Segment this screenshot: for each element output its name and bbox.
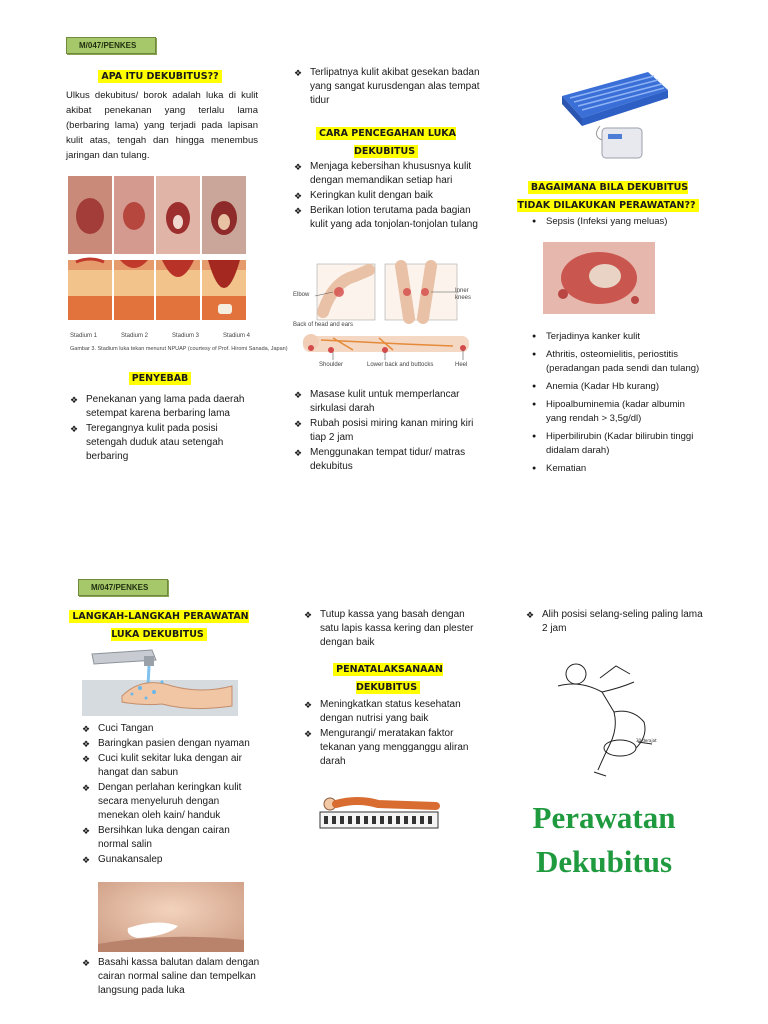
heading-apa-itu: APA ITU DEKUBITUS?? [60, 66, 260, 84]
stage-caption: Gambar 3. Stadium luka tekan menurut NPUAP (courtesy of Prof. Hiromi Sanada, Japan) [70, 346, 288, 352]
complication-first-list [532, 215, 702, 233]
ointment-image [98, 882, 244, 952]
heading-penyebab: PENYEBAB [60, 368, 260, 386]
list-item: ❖ Meningkatkan status kesehatan dengan nutrisi yang baik [304, 698, 484, 726]
list-item: ● Anemia (Kadar Hb kurang) [532, 380, 708, 394]
care-step-list [82, 722, 262, 868]
cause-list [70, 393, 260, 465]
side-lying-position-image [540, 652, 672, 780]
definition-paragraph: Ulkus dekubitus/ borok adalah luka di kulit akibat penekanan yang terlalu lama (berbaring lama) yang terjadi pada lapisan kulit atas, tengah dan hingga menembus jaringan dan tulang. [66, 90, 258, 161]
stage-labels: Stadium 1 Stadium 2 Stadium 3 Stadium 4 [70, 333, 250, 339]
heading-komplikasi: BAGAIMANA BILA DEKUBITUS TIDAK DILAKUKAN PERAWATAN?? [510, 177, 706, 213]
list-item: ❖ Cuci Tangan [82, 722, 262, 736]
list-item: ❖ Basahi kassa balutan dalam dengan cairan normal saline dan tempelkan langsung pada luka [82, 956, 262, 998]
label-heel: Heel [455, 362, 468, 368]
list-item: ❖ Rubah posisi miring kanan miring kiri tiap 2 jam [294, 417, 484, 445]
list-item: ● Terjadinya kanker kulit [532, 330, 708, 344]
air-mattress-image [556, 66, 672, 166]
brochure-title: Perawatan Dekubitus [532, 800, 676, 879]
list-item: ❖ Terlipatnya kulit akibat gesekan badan yang sangat kurusdengan alas tempat tidur [294, 66, 484, 108]
list-item: ❖ Menjaga kebersihan khususnya kulit dengan memandikan setiap hari [294, 160, 484, 188]
care-step-more-list [82, 956, 262, 999]
pressure-points-illustration [293, 262, 479, 374]
list-item: ❖ Teregangnya kulit pada posisi setengah duduk atau setengah berbaring [70, 422, 260, 464]
dressing-list [304, 608, 484, 651]
list-item: ❖ Berikan lotion terutama pada bagian kulit yang ada tonjolan-tonjolan tulang [294, 204, 484, 232]
heading-pencegahan: CARA PENCEGAHAN LUKA DEKUBITUS [296, 123, 476, 159]
list-item: ❖ Masase kulit untuk memperlancar sirkulasi darah [294, 388, 484, 416]
list-item: ● Hiperbilirubin (Kadar bilirubin tinggi didalam darah) [532, 430, 708, 458]
management-list [304, 698, 484, 770]
list-item: ● Hipoalbuminemia (kadar albumin yang rendah > 3,5g/dl) [532, 398, 708, 426]
hand-washing-image [82, 646, 238, 716]
reposition-list [526, 608, 706, 637]
list-item: ● Athritis, osteomielitis, periostitis (peradangan pada sendi dan tulang) [532, 348, 708, 376]
list-item: ❖ Keringkan kulit dengan baik [294, 189, 484, 203]
list-item: ❖ Menggunakan tempat tidur/ matras dekubitus [294, 446, 484, 474]
list-item: ❖ Gunakansalep [82, 853, 262, 867]
list-item: ❖ Cuci kulit sekitar luka dengan air hangat dan sabun [82, 752, 262, 780]
list-item: ❖ Dengan perlahan keringkan kulit secara menyeluruh dengan menekan oleh kain/ handuk [82, 781, 262, 823]
list-item: ● Sepsis (Infeksi yang meluas) [532, 215, 702, 229]
list-item: ❖ Mengurangi/ meratakan faktor tekanan yang mengganggu aliran darah [304, 727, 484, 769]
list-item: ● Kematian [532, 462, 708, 476]
heading-langkah: LANGKAH-LANGKAH PERAWATAN LUKA DEKUBITUS [66, 606, 252, 642]
prevention-more-list [294, 388, 484, 475]
heading-penatalaksanaan: PENATALAKSANAAN DEKUBITUS [318, 659, 458, 695]
document-code-tag-bottom: M/047/PENKES [78, 579, 168, 596]
label-lower-back: Lower back and buttocks [367, 362, 434, 368]
stage-illustration [68, 176, 246, 321]
wound-photo [543, 242, 655, 314]
label-back-of-head: Back of head and ears [293, 322, 354, 328]
document-code-tag: M/047/PENKES [66, 37, 156, 54]
prevention-list [294, 160, 484, 233]
label-shoulder: Shoulder [319, 362, 344, 368]
label-elbow: Elbow [293, 292, 310, 298]
list-item: ❖ Penekanan yang lama pada daerah setempat karena berbaring lama [70, 393, 260, 421]
list-item: ❖ Bersihkan luka dengan cairan normal salin [82, 824, 262, 852]
list-item: ❖ Tutup kassa yang basah dengan satu lapis kassa kering dan plester dengan baik [304, 608, 484, 650]
label-inner-knees: Inner knees [455, 288, 472, 301]
friction-list [294, 66, 484, 109]
list-item: ❖ Alih posisi selang-seling paling lama 2 jam [526, 608, 706, 636]
complication-list [532, 330, 708, 480]
patient-on-mattress-image [318, 792, 440, 832]
svg-text:30 derajat: 30 derajat [636, 738, 657, 743]
list-item: ❖ Baringkan pasien dengan nyaman [82, 737, 262, 751]
